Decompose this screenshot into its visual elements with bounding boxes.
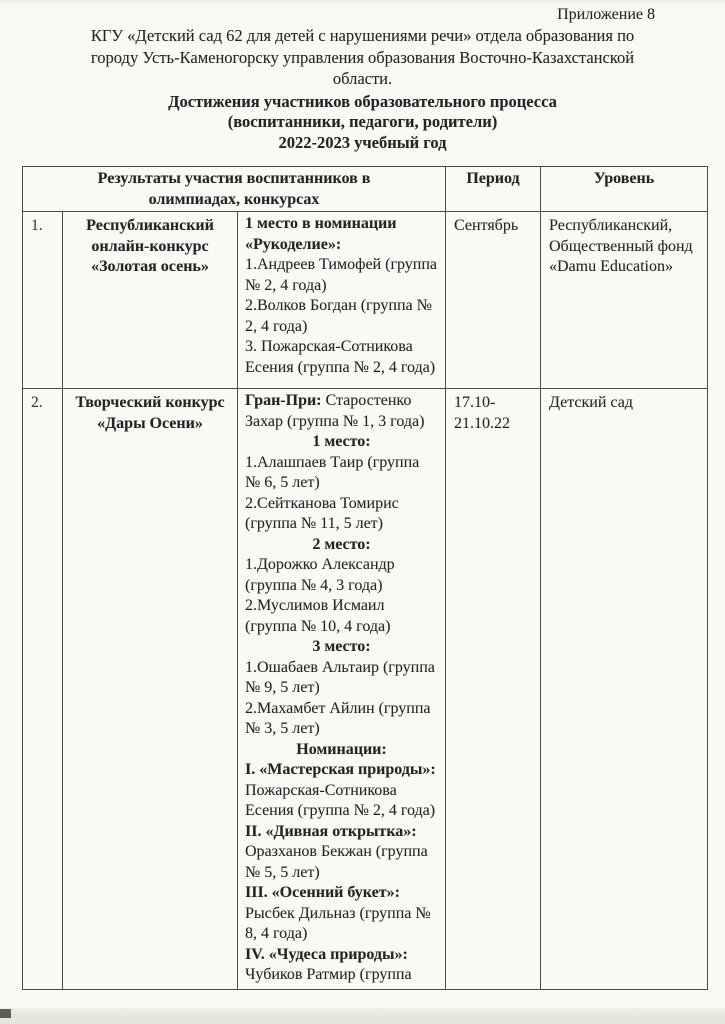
- result-line: 2 место:: [312, 535, 371, 553]
- result-line: Гран-При: Старостенко Захар (группа № 1, 3 года): [245, 392, 425, 430]
- result-line: III. «Осенний букет»: Рысбек Дильназ (группа № 8, 4 года): [245, 884, 431, 942]
- organization-name: КГУ «Детский сад 62 для детей с нарушениями речи» отдела образования по городу Усть-Каменогорску управления образования Восточно-Казахстанской области.: [90, 26, 635, 88]
- result-line: 1.Дорожко Александр (группа № 4, 3 года): [245, 556, 395, 594]
- result-line: Номинации:: [296, 740, 387, 758]
- result-line: 1.Андреев Тимофей (группа № 2, 4 года): [245, 256, 438, 294]
- competition-name: Творческий конкурс «Дары Осени»: [63, 389, 238, 990]
- competition-name: Республиканский онлайн-конкурс «Золотая осень»: [63, 212, 238, 389]
- period-cell: Сентябрь: [446, 212, 541, 389]
- scan-edge-bottom: [0, 1008, 725, 1024]
- result-line: IV. «Чудеса природы»: Чубиков Ратмир (группа: [245, 945, 412, 983]
- result-line: 3. Пожарская-Сотникова Есения (группа № 2, 4 года): [245, 338, 436, 376]
- table-header-row: [23, 167, 708, 212]
- result-line: 1 место в номинации «Рукоделие»:: [245, 215, 397, 253]
- scan-corner-mark: [0, 1009, 11, 1018]
- document-title: Достижения участников образовательного процесса: [168, 91, 557, 111]
- document-subtitle: (воспитанники, педагоги, родители): [227, 112, 498, 131]
- row-number: 1.: [23, 212, 63, 389]
- competition-results: [238, 212, 446, 389]
- result-line: 2.Муслимов Исмаил (группа № 10, 4 года): [245, 597, 391, 635]
- row-number: 2.: [23, 389, 63, 990]
- column-header-results: Результаты участия воспитанников в олимпиадах, конкурсах: [23, 167, 446, 212]
- result-line: 2.Сейтканова Томирис (группа № 11, 5 лет): [245, 494, 399, 532]
- table-row: [23, 389, 708, 990]
- appendix-label: Приложение 8: [557, 6, 655, 23]
- table-row: [23, 212, 708, 389]
- achievements-table: [22, 166, 708, 990]
- result-line: 1.Ошабаев Альтаир (группа № 9, 5 лет): [245, 658, 435, 696]
- level-cell: Республиканский, Общественный фонд «Damu Education»: [541, 212, 708, 389]
- column-header-level: Уровень: [541, 167, 708, 212]
- result-line: 1 место:: [312, 433, 371, 450]
- competition-results: [238, 389, 446, 990]
- result-line: 2.Волков Богдан (группа № 2, 4 года): [245, 297, 432, 335]
- result-line: 1.Алашпаев Таир (группа № 6, 5 лет): [245, 453, 420, 491]
- period-cell: 17.10-21.10.22: [446, 389, 541, 990]
- result-line: 3 место:: [312, 638, 371, 655]
- result-line: 2.Махамбет Айлин (группа № 3, 5 лет): [245, 699, 431, 737]
- column-header-period: Период: [446, 167, 541, 212]
- result-line: I. «Мастерская природы»: Пожарская-Сотникова Есения (группа № 2, 4 года): [245, 761, 436, 819]
- level-cell: Детский сад: [541, 389, 708, 990]
- result-line: II. «Дивная открытка»: Оразханов Бекжан (группа № 5, 5 лет): [245, 822, 428, 881]
- document-year: 2022-2023 учебный год: [278, 132, 447, 152]
